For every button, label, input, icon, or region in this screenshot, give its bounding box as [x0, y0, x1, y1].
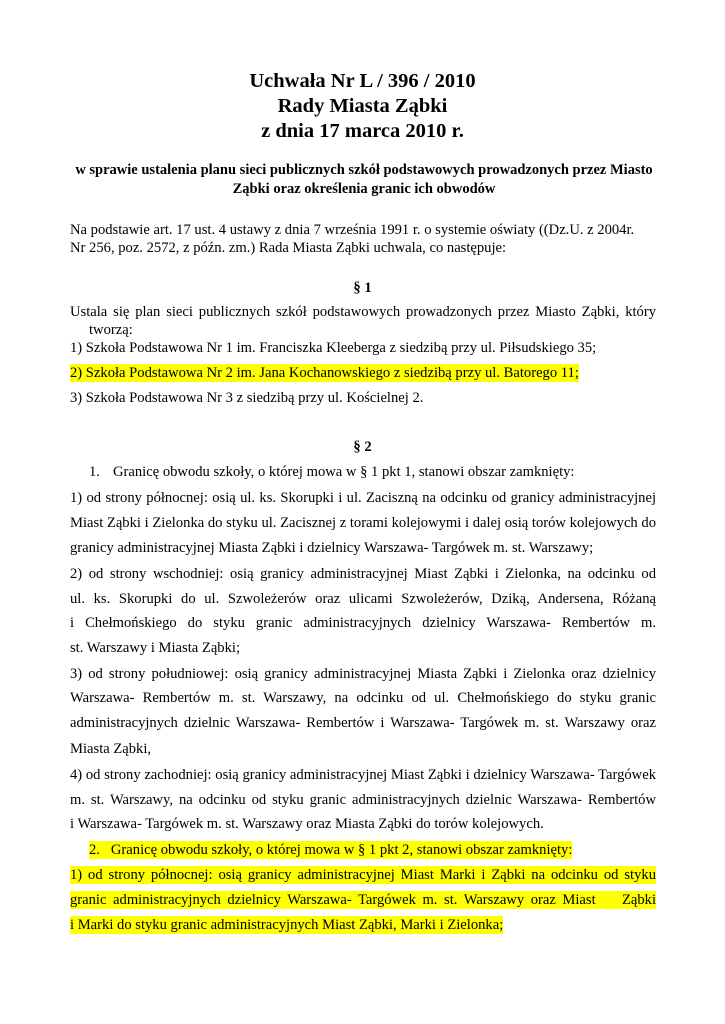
- south-line-1: 3) od strony południowej: osią granicy administracyjnej Miasta Ząbki i Zielonka oraz dzielnicy: [70, 666, 656, 682]
- section-2-heading: § 2: [353, 439, 372, 455]
- west-line-2: m. st. Warszawy, na odcinku od styku granic administracyjnych dzielnic Warszawa- Rembertów: [70, 792, 656, 808]
- east-line-2: ul. ks. Skorupki do ul. Szwoleżerów oraz ulicami Szwoleżerów, Dziką, Andersena, Różaną: [70, 591, 656, 607]
- north-line-3: granicy administracyjnej Miasta Ząbki i dzielnicy Warszawa- Targówek m. st. Warszawy;: [70, 540, 594, 556]
- school-1-item: 1) Szkoła Podstawowa Nr 1 im. Franciszka Kleeberga z siedzibą przy ul. Piłsudskiego 35;: [70, 340, 597, 356]
- north-line-2: Miast Ząbki i Zielonka do styku ul. Zacisznej z torami kolejowymi i dalej osią torów kolejowych do: [70, 515, 656, 531]
- south-line-2: Warszawa- Rembertów m. st. Warszawy, na odcinku od ul. Chełmońskiego do styku granic: [70, 690, 656, 706]
- school-3-item: 3) Szkoła Podstawowa Nr 3 z siedzibą przy ul. Kościelnej 2.: [70, 390, 424, 406]
- preamble-line-2: Nr 256, poz. 2572, z późn. zm.) Rada Miasta Ząbki uchwala, co następuje:: [70, 240, 507, 256]
- preamble-line-1: Na podstawie art. 17 ust. 4 ustawy z dnia 7 września 1991 r. o systemie oświaty ((Dz.U. z 2004r.: [70, 222, 635, 238]
- east-line-4: st. Warszawy i Miasta Ząbki;: [70, 640, 240, 656]
- resolution-title: Uchwała Nr L / 396 / 2010: [249, 70, 476, 92]
- east-line-1: 2) od strony wschodniej: osią granicy administracyjnej Miast Ząbki i Zielonka, na odcinku od: [70, 566, 656, 582]
- subject-line-2: Ząbki oraz określenia granic ich obwodów: [232, 181, 496, 197]
- item-2-north-line-1: 1) od strony północnej: osią granicy administracyjnej Miast Marki i Ząbki na odcinku od styku: [70, 867, 656, 883]
- north-line-1: 1) od strony północnej: osią ul. ks. Skorupki i ul. Zaciszną na odcinku od granicy administracyjnej: [70, 490, 656, 506]
- school-2-item: 2) Szkoła Podstawowa Nr 2 im. Jana Kochanowskiego z siedzibą przy ul. Batorego 11;: [70, 365, 579, 381]
- section-1-heading: § 1: [353, 280, 372, 296]
- item-2-north-line-2: granic administracyjnych dzielnicy Warszawa- Targówek m. st. Warszawy oraz Miast Ząbki: [70, 892, 656, 908]
- item-2-north-line-3: i Marki do styku granic administracyjnych Miast Ząbki, Marki i Zielonka;: [70, 917, 504, 933]
- section-1-intro-line-1: Ustala się plan sieci publicznych szkół podstawowych prowadzonych przez Miasto Ząbki, który: [70, 304, 656, 320]
- item-1-number: 1.: [89, 464, 100, 480]
- subject-line-1: w sprawie ustalenia planu sieci publicznych szkół podstawowych prowadzonych przez Miasto: [75, 162, 653, 178]
- item-1-text: Granicę obwodu szkoły, o której mowa w § 1 pkt 1, stanowi obszar zamknięty:: [113, 464, 575, 480]
- item-2-line: 2. Granicę obwodu szkoły, o której mowa w § 1 pkt 2, stanowi obszar zamknięty:: [89, 842, 573, 858]
- section-1-intro-line-2: tworzą:: [89, 322, 133, 338]
- south-line-3: administracyjnych dzielnic Warszawa- Rembertów i Warszawa- Targówek m. st. Warszawy oraz: [70, 715, 656, 731]
- resolution-date: z dnia 17 marca 2010 r.: [261, 120, 464, 142]
- council-name: Rady Miasta Ząbki: [277, 95, 448, 117]
- west-line-3: i Warszawa- Targówek m. st. Warszawy oraz Miasta Ząbki do torów kolejowych.: [70, 816, 544, 832]
- west-line-1: 4) od strony zachodniej: osią granicy administracyjnej Miast Ząbki i dzielnicy Warszawa- Targówek: [70, 767, 656, 783]
- south-line-4: Miasta Ząbki,: [70, 741, 152, 757]
- east-line-3: i Chełmońskiego do styku granic administracyjnych dzielnicy Warszawa- Rembertów m.: [70, 615, 656, 631]
